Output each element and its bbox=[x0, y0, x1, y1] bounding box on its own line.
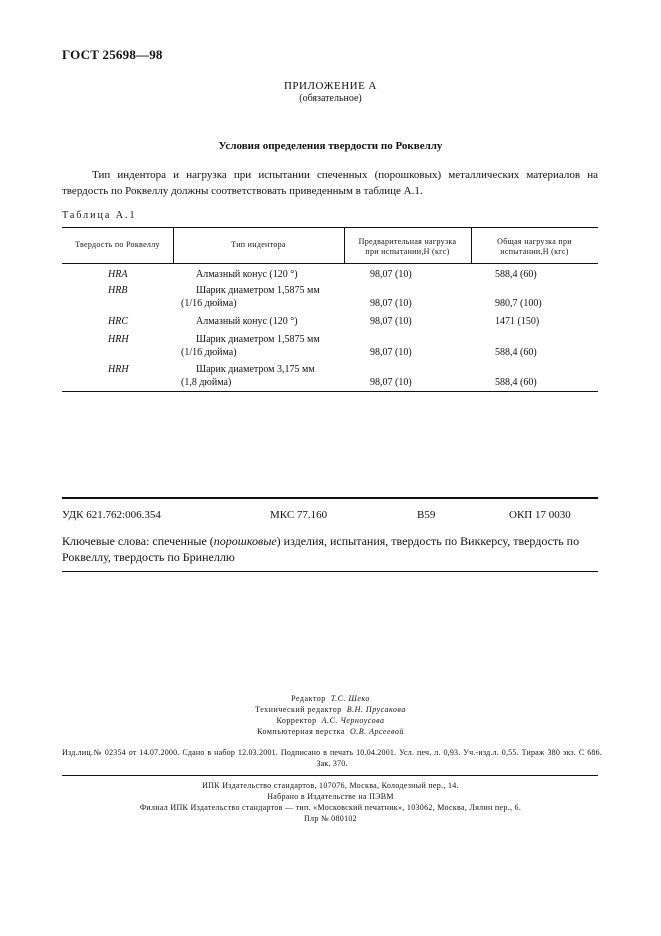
table-row-3-hardness: HRC bbox=[108, 316, 128, 327]
table-row-5-indenter-line2: (1,8 дюйма) bbox=[181, 377, 232, 388]
credit-tech-editor bbox=[0, 705, 661, 714]
credit-name: О.В. Арсеевой bbox=[349, 727, 404, 736]
classification-top-rule bbox=[62, 497, 598, 499]
publisher-line-3: Филиал ИПК Издательство стандартов — тип. «Московский печатник», 103062, Москва, Лялин пер., 6. bbox=[139, 803, 522, 812]
table-row-5-total: 588,4 (60) bbox=[495, 377, 537, 388]
credit-role: Корректор bbox=[276, 716, 317, 725]
credit-name: Т.С. Шеко bbox=[330, 694, 370, 703]
table-row-2-indenter-line1: Шарик диаметром 1,5875 мм bbox=[196, 285, 320, 296]
table-row-4-indenter-line2: (1/16 дюйма) bbox=[181, 347, 237, 358]
publication-info: Изд.лиц.№ 02354 от 14.07.2000. Сдано в набор 12.03.2001. Подписано в печать 10.04.2001. Усл. печ. л. 0,93. Уч.-изд.л. 0,55. Тираж 380 экз. С 686. Зак. 370. bbox=[62, 748, 602, 768]
publisher-line-4: Плр № 080102 bbox=[303, 814, 357, 823]
keywords-bottom-rule bbox=[62, 571, 598, 572]
okp-code: ОКП 17 0030 bbox=[509, 509, 571, 521]
table-row-4-total: 588,4 (60) bbox=[495, 347, 537, 358]
table-row-5-indenter-line1: Шарик диаметром 3,175 мм bbox=[196, 364, 315, 375]
table-row-2-total: 980,7 (100) bbox=[495, 298, 542, 309]
col-header-indenter: Тип индентора bbox=[231, 240, 286, 249]
udk-code: УДК 621.762:006.354 bbox=[62, 509, 161, 521]
appendix-title: ПРИЛОЖЕНИЕ А bbox=[283, 80, 377, 92]
col-header-total bbox=[471, 237, 598, 257]
keywords bbox=[62, 533, 598, 565]
credit-layout bbox=[0, 727, 661, 736]
col-header-preload bbox=[344, 237, 471, 257]
intro-paragraph: Тип индентора и нагрузка при испытании спеченных (порошковых) металлических материалов на твердость по Роквеллу должны соответствовать приведенным в таблице А.1. bbox=[62, 169, 598, 197]
col-header-preload-line2: при испытании,Н (кгс) bbox=[365, 247, 450, 256]
credit-role: Редактор bbox=[291, 694, 326, 703]
table-row-4-preload: 98,07 (10) bbox=[370, 347, 412, 358]
table-row-1-hardness: HRA bbox=[108, 269, 128, 280]
table-row-1-total: 588,4 (60) bbox=[495, 269, 537, 280]
keywords-text-1: Ключевые слова: спеченные ( bbox=[62, 534, 214, 548]
table-row-5-hardness: HRH bbox=[108, 364, 129, 375]
table-row-2-preload: 98,07 (10) bbox=[370, 298, 412, 309]
keywords-italic: порошковые bbox=[213, 534, 277, 548]
table-row-2-indenter-line2: (1/16 дюйма) bbox=[181, 298, 237, 309]
table-header-border bbox=[62, 263, 598, 264]
credit-corrector bbox=[0, 716, 661, 725]
credit-name: А.С. Черноусова bbox=[321, 716, 385, 725]
col-header-preload-line1: Предварительная нагрузка bbox=[358, 237, 457, 246]
credit-role: Компьютерная верстка bbox=[257, 727, 345, 736]
col-header-total-line1: Общая нагрузка при bbox=[497, 237, 572, 246]
credit-editor bbox=[0, 694, 661, 703]
col-header-hardness: Твердость по Роквеллу bbox=[75, 240, 160, 249]
table-row-1-indenter: Алмазный конус (120 °) bbox=[196, 269, 298, 280]
col-header-total-line2: испытании,Н (кгс) bbox=[500, 247, 569, 256]
credit-role: Технический редактор bbox=[255, 705, 342, 714]
table-row-4-indenter-line1: Шарик диаметром 1,5875 мм bbox=[196, 334, 320, 345]
publisher-line-2: Набрано в Издательстве на ПЭВМ bbox=[267, 792, 394, 801]
section-title: Условия определения твердости по Роквеллу bbox=[218, 140, 443, 152]
table-row-3-total: 1471 (150) bbox=[495, 316, 540, 327]
table-row-4-hardness: HRH bbox=[108, 334, 129, 345]
publisher-top-rule bbox=[62, 775, 598, 776]
table-row-3-preload: 98,07 (10) bbox=[370, 316, 412, 327]
table-bottom-border bbox=[62, 391, 598, 392]
table-row-5-preload: 98,07 (10) bbox=[370, 377, 412, 388]
document-code: ГОСТ 25698—98 bbox=[62, 47, 163, 62]
class-code: В59 bbox=[417, 509, 436, 521]
table-row-2-hardness: HRB bbox=[108, 285, 128, 296]
table-row-3-indenter: Алмазный конус (120 °) bbox=[196, 316, 298, 327]
table-caption: Таблица А.1 bbox=[62, 210, 137, 221]
appendix-subtitle: (обязательное) bbox=[299, 93, 362, 104]
keywords-text-2: ) изделия, испытания, твердость по Виккерсу, твердость по Роквеллу, твердость по Бринеллю bbox=[62, 534, 580, 564]
credit-name: В.Н. Прусакова bbox=[346, 705, 406, 714]
table-row-1-preload: 98,07 (10) bbox=[370, 269, 412, 280]
mks-code: МКС 77.160 bbox=[270, 509, 328, 521]
table-top-border bbox=[62, 227, 598, 228]
publisher-line-1: ИПК Издательство стандартов, 107076, Москва, Колодезный пер., 14. bbox=[202, 781, 459, 790]
